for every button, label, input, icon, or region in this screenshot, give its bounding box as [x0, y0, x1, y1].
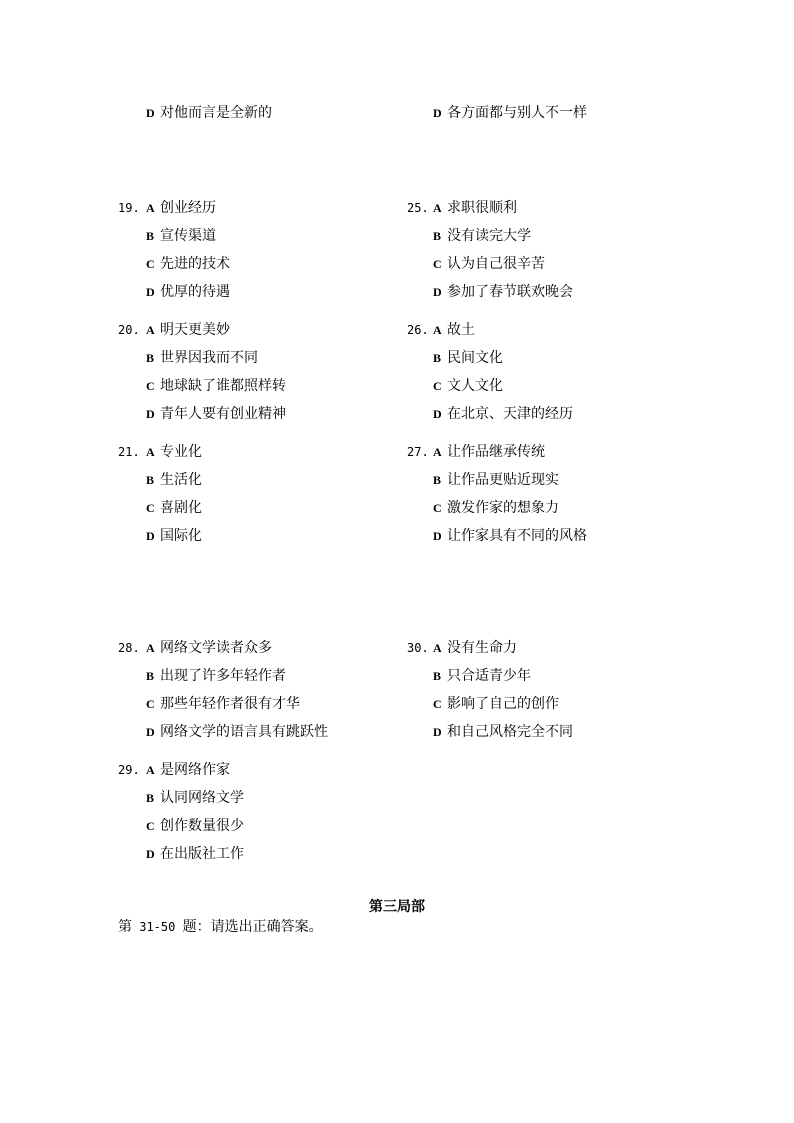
option-letter: C [146, 501, 155, 515]
option-letter: B [146, 791, 155, 805]
option-text: 是网络作家 [160, 762, 230, 778]
option-text: 世界因我而不同 [160, 350, 258, 366]
option-text: 青年人要有创业精神 [160, 406, 286, 422]
option-text: 宣传渠道 [160, 228, 216, 244]
option-text: 让作家具有不同的风格 [447, 528, 587, 544]
option-letter: A [433, 445, 442, 459]
option-text: 创作数量很少 [160, 818, 244, 834]
instruction-range: 31-50 [132, 920, 183, 934]
option-text: 生活化 [160, 472, 202, 488]
option-letter: D [146, 529, 155, 543]
option-letter: D [433, 285, 442, 299]
option-letter: A [146, 201, 155, 215]
option-letter: B [146, 669, 155, 683]
option-text: 各方面都与别人不一样 [447, 105, 587, 121]
option-text: 专业化 [160, 444, 202, 460]
section-instruction [118, 917, 323, 937]
option-text: 先进的技术 [160, 256, 230, 272]
option-text: 国际化 [160, 528, 202, 544]
option-letter: C [433, 379, 442, 393]
option-letter: D [433, 106, 442, 120]
option-letter: C [146, 697, 155, 711]
question-number: 25. [407, 201, 429, 215]
option-letter: C [433, 501, 442, 515]
section-heading: 第三局部 [369, 899, 425, 915]
option-text: 民间文化 [447, 350, 503, 366]
option-text: 认同网络文学 [160, 790, 244, 806]
option-text: 只合适青少年 [447, 668, 531, 684]
option-text: 网络文学读者众多 [160, 640, 272, 656]
option-text: 和自己风格完全不同 [447, 724, 573, 740]
option-letter: A [433, 641, 442, 655]
option-text: 没有生命力 [447, 640, 517, 656]
option-text: 故土 [447, 322, 475, 338]
option-text: 参加了春节联欢晚会 [447, 284, 573, 300]
option-text: 优厚的待遇 [160, 284, 230, 300]
instruction-suffix: 题：请选出正确答案。 [182, 919, 323, 935]
option-text: 激发作家的想象力 [447, 500, 559, 516]
option-letter: A [146, 445, 155, 459]
option-text: 出现了许多年轻作者 [160, 668, 286, 684]
option-text: 没有读完大学 [447, 228, 531, 244]
option-letter: A [146, 641, 155, 655]
option-text: 对他而言是全新的 [160, 105, 272, 121]
option-letter: D [433, 529, 442, 543]
option-letter: A [433, 323, 442, 337]
question-number: 21. [118, 445, 140, 459]
option-letter: D [433, 407, 442, 421]
option-letter: D [146, 106, 155, 120]
question-number: 19. [118, 201, 140, 215]
option-letter: B [146, 351, 155, 365]
question-number: 28. [118, 641, 140, 655]
option-text: 创业经历 [160, 200, 216, 216]
option-letter: C [433, 257, 442, 271]
question-number: 27. [407, 445, 429, 459]
option-letter: B [146, 473, 155, 487]
option-text: 让作品更贴近现实 [447, 472, 559, 488]
option-text: 那些年轻作者很有才华 [160, 696, 300, 712]
option-letter: B [433, 473, 442, 487]
option-text: 求职很顺利 [447, 200, 517, 216]
option-text: 明天更美妙 [160, 322, 230, 338]
option-text: 喜剧化 [160, 500, 202, 516]
option-text: 地球缺了谁都照样转 [160, 378, 286, 394]
option-letter: D [146, 285, 155, 299]
option-text: 让作品继承传统 [447, 444, 545, 460]
option-letter: B [433, 229, 442, 243]
option-letter: D [146, 407, 155, 421]
option-text: 影响了自己的创作 [447, 696, 559, 712]
option-text: 在出版社工作 [160, 846, 244, 862]
option-letter: D [146, 725, 155, 739]
question-number: 29. [118, 763, 140, 777]
option-letter: A [146, 763, 155, 777]
instruction-prefix: 第 [118, 919, 132, 935]
option-letter: A [146, 323, 155, 337]
question-number: 20. [118, 323, 140, 337]
option-text: 在北京、天津的经历 [447, 406, 573, 422]
option-text: 认为自己很辛苦 [447, 256, 545, 272]
option-letter: A [433, 201, 442, 215]
option-letter: D [433, 725, 442, 739]
option-letter: B [433, 669, 442, 683]
option-letter: C [146, 379, 155, 393]
question-number: 26. [407, 323, 429, 337]
option-letter: C [433, 697, 442, 711]
option-text: 网络文学的语言具有跳跃性 [160, 724, 328, 740]
option-letter: C [146, 257, 155, 271]
option-letter: B [433, 351, 442, 365]
option-letter: D [146, 847, 155, 861]
option-letter: B [146, 229, 155, 243]
question-number: 30. [407, 641, 429, 655]
option-letter: C [146, 819, 155, 833]
option-text: 文人文化 [447, 378, 503, 394]
